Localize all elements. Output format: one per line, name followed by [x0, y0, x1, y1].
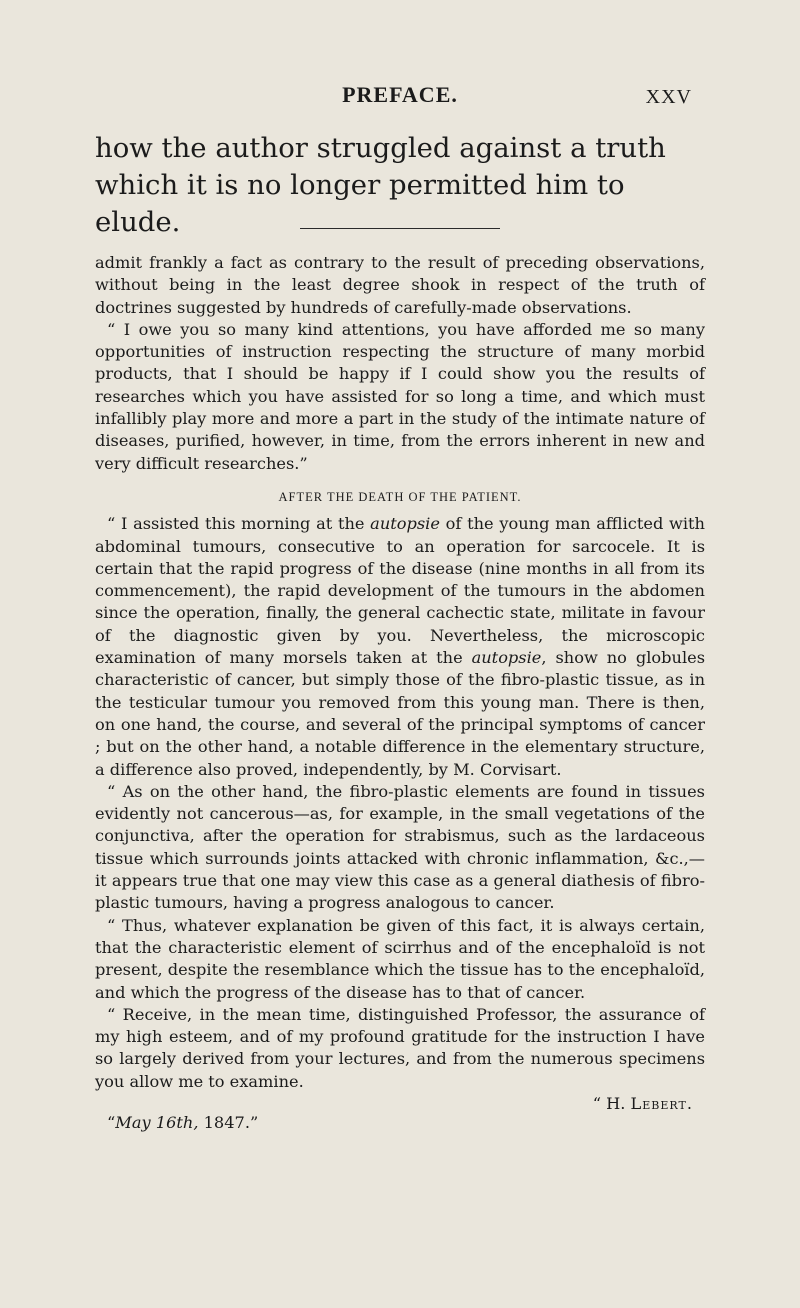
letter-body [95, 252, 705, 1137]
letter-paragraph-2: “ I owe you so many kind attentions, you have afforded me so many opportunities of instruction respecting the structure of many morbid products, that I should be happy if I could show you the results of researches which you have assisted for so long a time, and which must infallibly play more and more a part in the study of the intimate nature of diseases, purified, however, in time, from the errors inherent in new and very difficult researches.” [95, 319, 705, 473]
letter-paragraph-4: “ As on the other hand, the fibro-plastic elements are found in tissues evidently not cancerous—as, for example, in the small vegetations of the conjunctiva, after the operation for strabismus, such as the lardaceous tissue which surrounds joints attacked with chronic inflammation, &c.,—it appears true that one may view this case as a general diathesis of fibro-plastic tumours, having a progress analogous to cancer. [95, 781, 705, 913]
signoff-block [95, 1093, 705, 1137]
page-header [0, 82, 800, 112]
letter-paragraph-3 [95, 513, 705, 781]
date-year: 1847.” [198, 1112, 259, 1132]
paragraph-3-term: autopsie [370, 514, 440, 534]
page-number: XXV [645, 86, 692, 108]
paragraph-3-middle: of the young man afflicted with abdominal tumours, consecutive to an operation for sarcocele. It is certain that the rapid progress of the disease (nine months in all from its commencement), the rapid development of the tumours in the abdomen since the operation, finally, the general cachectic state, militate in favour of the diagnostic given by you. Nevertheless, the microscopic examination of many morsels taken at the [95, 514, 705, 668]
date-italic: May 16th, [115, 1112, 199, 1132]
signature [593, 1093, 693, 1115]
paragraph-3-term-2: autopsie [471, 648, 542, 668]
letter-paragraph-6: “ Receive, in the mean time, distinguished Professor, the assurance of my high esteem, and of my profound gratitude for the instruction I have so largely derived from your lectures, and from the numerous specimens you allow me to examine. [95, 1004, 705, 1091]
letter-paragraph-1: admit frankly a fact as contrary to the result of preceding observations, without being in the least degree shook in respect of the truth of doctrines suggested by hundreds of carefully-made observations. [95, 253, 705, 317]
section-divider [300, 228, 500, 229]
section-heading: AFTER THE DEATH OF THE PATIENT. [278, 489, 522, 504]
paragraph-3-before: “ I assisted this morning at the [107, 514, 371, 534]
letter-paragraph-5: “ Thus, whatever explanation be given of this fact, it is always certain, that the characteristic element of scirrhus and of the encephaloïd is not present, despite the resemblance which the tissue has to the encephaloïd, and which the progress of the disease has to that of cancer. [95, 915, 705, 1002]
signature-prefix: “ H. [592, 1093, 631, 1113]
lead-paragraph: how the author struggled against a truth which it is no longer permitted him to elude. [95, 132, 666, 238]
running-title: PREFACE. [342, 82, 458, 107]
date-open: “ [107, 1112, 116, 1132]
dateline [107, 1112, 258, 1134]
paragraph-3-after: , show no globules characteristic of cancer, but simply those of the fibro-plastic tissue, as in the testicular tumour you removed from this young man. There is then, on one hand, the course, and several of the principal symptoms of cancer ; but on the other hand, a notable difference in the elementary structure, a difference also proved, independently, by M. Corvisart. [95, 648, 706, 779]
signature-name: Lebert. [630, 1093, 693, 1113]
